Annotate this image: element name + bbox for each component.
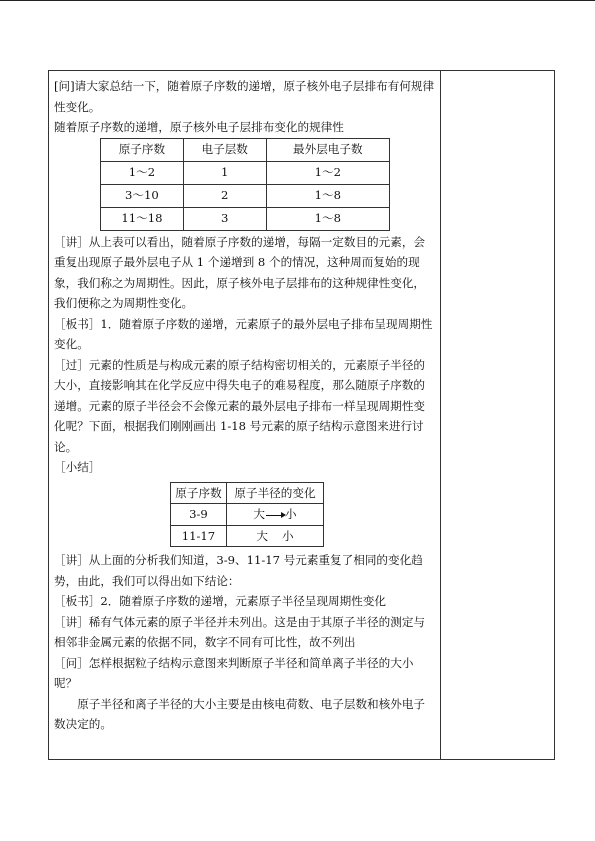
table-row xyxy=(171,525,324,547)
table-cell: 11～18 xyxy=(101,207,184,230)
header-radius-change: 原子半径的变化 xyxy=(226,482,323,504)
question-2: ［问］怎样根据粒子结构示意图来判断原子半径和简单离子半径的大小呢？ xyxy=(54,655,414,690)
radius-trend xyxy=(226,525,323,547)
question-1: [问]请大家总结一下，随着原子序数的递增，原子核外电子层排布有何规律性变化。 xyxy=(54,79,435,114)
table-cell: 1～2 xyxy=(266,161,389,184)
trend-from: 大 xyxy=(256,528,268,543)
table-header-row xyxy=(171,482,324,504)
header-atomic-number: 原子序数 xyxy=(171,482,227,504)
table-cell: 11-17 xyxy=(171,525,227,547)
header-outer-electrons: 最外层电子数 xyxy=(266,138,389,161)
summary-label: ［小结］ xyxy=(54,460,101,474)
explanation-2: ［讲］从上面的分析我们知道，3-9、11-17 号元素重复了相同的变化趋势，由此，我们可以得出如下结论： xyxy=(54,553,423,588)
trend-to: 小 xyxy=(284,507,297,521)
lesson-content xyxy=(54,76,436,735)
table-cell: 1～8 xyxy=(266,207,389,230)
atomic-radius-table xyxy=(170,482,324,548)
table-cell: 3 xyxy=(183,207,266,230)
trend-to: 小 xyxy=(281,528,294,543)
top-rule xyxy=(0,0,595,1)
table-row xyxy=(171,504,324,526)
explanation-3: ［讲］稀有气体元素的原子半径并未列出。这是由于其原子半径的测定与相邻非金属元素的依据不同，数字不同有可比性，故不列出 xyxy=(54,614,426,649)
table1-caption: 随着原子序数的递增，原子核外电子层排布变化的规律性 xyxy=(54,120,344,134)
table-cell: 2 xyxy=(183,184,266,207)
answer-paragraph: 原子半径和离子半径的大小主要是由核电荷数、电子层数和核外电子数决定的。 xyxy=(54,696,426,731)
column-divider xyxy=(440,70,441,760)
explanation-1: ［讲］从上表可以看出，随着原子序数的递增，每隔一定数目的元素，会重复出现原子最外层电子从 1 个递增到 8 个的情况，这种周而复始的现象，我们称之为周期性。因此，原子核外电子层排布的这种规律性变化，我们便称之为周期性变化。 xyxy=(54,234,426,310)
table-row xyxy=(101,207,390,230)
table-header-row xyxy=(101,138,390,161)
right-arrow-icon xyxy=(266,515,284,516)
board-note-1: ［板书］1．随着原子序数的递增，元素原子的最外层电子排布呈现周期性变化。 xyxy=(54,316,433,351)
table-row xyxy=(101,184,390,207)
transition-paragraph: ［过］元素的性质是与构成元素的原子结构密切相关的，元素原子半径的大小，直接影响其在化学反应中得失电子的难易程度，那么随原子序数的递增。元素的原子半径会不会像元素的最外层电子排布一样呈现周期性变化呢？下面，根据我们刚刚画出 1-18 号元素的原子结构示意图来进行讨论。 xyxy=(54,357,426,454)
table-cell: 1 xyxy=(183,161,266,184)
table-cell: 1～8 xyxy=(266,184,389,207)
trend-from: 大 xyxy=(253,507,265,521)
header-shell-count: 电子层数 xyxy=(183,138,266,161)
table-row xyxy=(101,161,390,184)
radius-trend xyxy=(226,504,323,526)
table-cell: 3-9 xyxy=(171,504,227,526)
table-cell: 1～2 xyxy=(101,161,184,184)
header-atomic-number: 原子序数 xyxy=(101,138,184,161)
table-cell: 3～10 xyxy=(101,184,184,207)
electron-shell-table xyxy=(100,138,390,231)
board-note-2: ［板书］2．随着原子序数的递增，元素原子半径呈现周期性变化 xyxy=(54,594,387,608)
